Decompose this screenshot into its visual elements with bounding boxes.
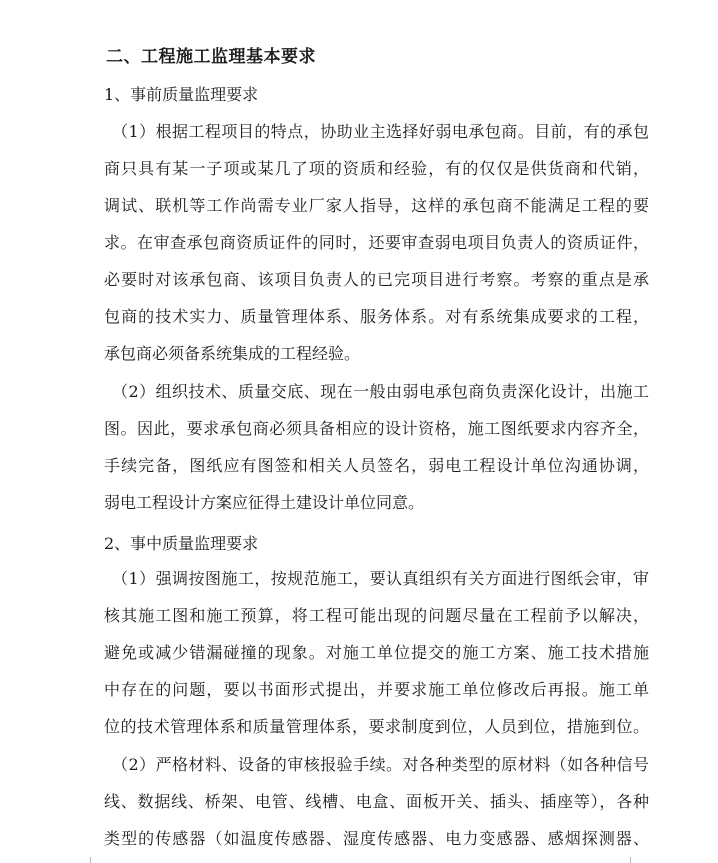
paragraph-line: 承包商必须备系统集成的工程经验。 [104,344,361,363]
section-heading: 二、工程施工监理基本要求 [106,47,316,67]
paragraph-line: （1）强调按图施工，按规范施工，要认真组织有关方面进行图纸会审，审 [112,569,649,588]
subsection-title-2: 2、事中质量监理要求 [104,534,259,553]
paragraph-line: 包商的技术实力、质量管理体系、服务体系。对有系统集成要求的工程， [104,307,649,326]
paragraph-line: 避免或减少错漏碰撞的现象。对施工单位提交的施工方案、施工技术措施 [104,643,649,662]
paragraph-line: （2）组织技术、质量交底、现在一般由弱电承包商负责深化设计，出施工 [112,382,649,401]
paragraph-line: 核其施工图和施工预算，将工程可能出现的问题尽量在工程前予以解决， [104,606,649,625]
paragraph-line: 位的技术管理体系和质量管理体系，要求制度到位，人员到位，措施到位。 [104,717,649,736]
paragraph-line: 弱电工程设计方案应征得土建设计单位同意。 [104,493,425,512]
margin-crop-mark [618,857,631,863]
paragraph-line: （1）根据工程项目的特点，协助业主选择好弱电承包商。目前，有的承包 [112,122,649,141]
paragraph-line: 调试、联机等工作尚需专业厂家人指导，这样的承包商不能满足工程的要 [104,196,649,215]
subsection-title-1: 1、事前质量监理要求 [104,85,259,104]
paragraph-line: 类型的传感器（如温度传感器、湿度传感器、电力变感器、感烟探测器、 [104,829,649,848]
paragraph-line: 求。在审查承包商资质证件的同时，还要审查弱电项目负责人的资质证件， [104,233,649,252]
paragraph-line: 线、数据线、桥架、电管、线槽、电盒、面板开关、插头、插座等），各种 [104,792,649,811]
paragraph-line: 手续完备，图纸应有图签和相关人员签名，弱电工程设计单位沟通协调， [104,456,649,475]
margin-crop-mark [90,857,103,863]
paragraph-line: 商只具有某一子项或某几了项的资质和经验，有的仅仅是供货商和代销， [104,159,649,178]
paragraph-line: 必要时对该承包商、该项目负责人的已完项目进行考察。考察的重点是承 [104,270,649,289]
paragraph-line: （2）严格材料、设备的审核报验手续。对各种类型的原材料（如各种信号 [112,755,649,774]
paragraph-line: 中存在的问题，要以书面形式提出，并要求施工单位修改后再报。施工单 [104,680,649,699]
paragraph-line: 图。因此，要求承包商必须具备相应的设计资格，施工图纸要求内容齐全， [104,419,649,438]
